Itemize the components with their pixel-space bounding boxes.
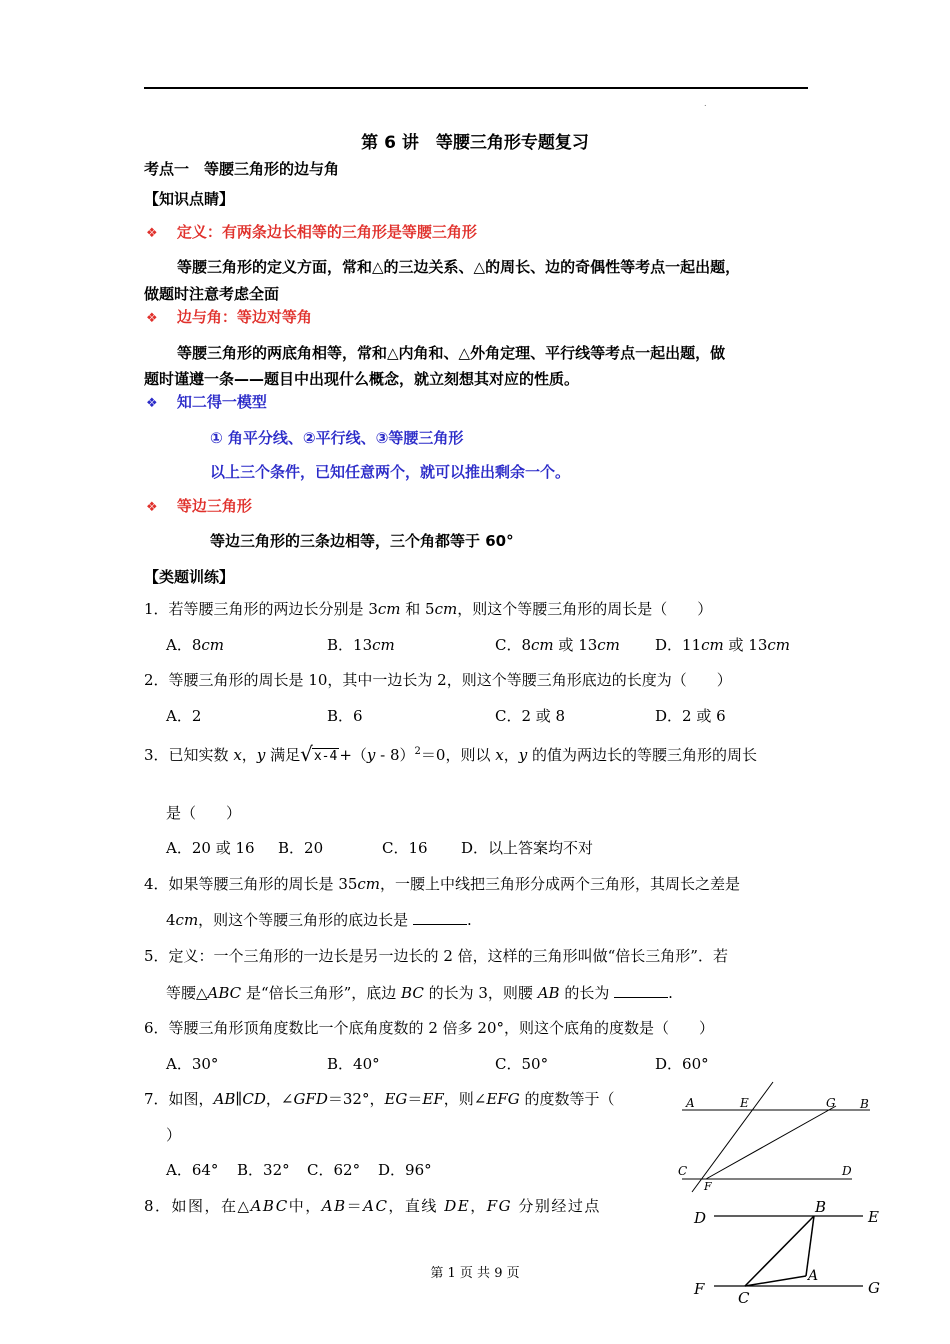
question-5: 5．定义：一个三角形的一边长是另一边长的 2 倍，这样的三角形叫做“倍长三角形”．若: [144, 947, 728, 965]
para2-line2: 题时谨遵一条——题目中出现什么概念，就立刻想其对应的性质。: [144, 370, 580, 388]
diamond-icon: ❖: [146, 396, 158, 411]
q6-option-c: C．50°: [495, 1055, 549, 1073]
label-f: F: [694, 1280, 705, 1298]
label-f: F: [704, 1180, 712, 1193]
label-g: G: [868, 1279, 880, 1297]
q3-option-b: B．20: [278, 839, 324, 857]
sqrt-symbol: √: [300, 742, 313, 766]
question-7: 7．如图，AB∥CD，∠GFD＝32°，EG＝EF，则∠EFG 的度数等于（: [144, 1090, 615, 1108]
q6-option-b: B．40°: [327, 1055, 380, 1073]
q1-option-c: C．8cm 或 13cm: [495, 636, 620, 654]
line-fg: [706, 1106, 836, 1179]
q1-option-b: B．13cm: [327, 636, 395, 654]
header-dot: .: [704, 99, 707, 108]
question-5-cont: 等腰△ABC 是“倍长三角形”，底边 BC 的长为 3，则腰 AB 的长为 .: [166, 984, 673, 1002]
figure-q7: [670, 1078, 880, 1196]
label-d: D: [694, 1209, 707, 1227]
q7-option-a: A．64°: [166, 1161, 219, 1179]
line-ef: [692, 1082, 773, 1192]
q2-option-d: D．2 或 6: [655, 707, 726, 725]
diamond-icon: ❖: [146, 311, 158, 326]
diamond-icon: ❖: [146, 226, 158, 241]
point2-text: 边与角：等边对等角: [176, 308, 312, 326]
model-line2: 以上三个条件，已知任意两个，就可以推出剩余一个。: [210, 463, 571, 481]
question-7-cont: ）: [166, 1126, 182, 1144]
point4-row: [146, 495, 252, 516]
q3-option-d: D．以上答案均不对: [461, 839, 594, 857]
radicand: x-4: [313, 749, 338, 764]
label-c: C: [738, 1289, 750, 1307]
answer-blank[interactable]: [413, 910, 467, 925]
question-3: 3．已知实数 x，y 满足√x-4 +（y - 8）$^2$＝0，则以 x，y 的值为两边长的等腰三角形的周长: [144, 742, 757, 766]
q3-option-c: C．16: [382, 839, 428, 857]
label-e: E: [868, 1208, 879, 1226]
para1-line1: 等腰三角形的定义方面，常和△的三边关系、△的周长、边的奇偶性等考点一起出题，: [177, 258, 741, 276]
page-footer: 第 1 页 共 9 页: [430, 1266, 520, 1281]
point1-row: [146, 221, 477, 242]
model-line1: ① 角平分线、②平行线、③等腰三角形: [210, 429, 464, 447]
label-g: G: [826, 1096, 836, 1110]
point4-text: 等边三角形: [176, 497, 252, 515]
page-title: 第 6 讲 等腰三角形专题复习: [361, 133, 589, 153]
training-label: 【类题训练】: [144, 568, 235, 586]
point3-row: [146, 391, 267, 412]
para2-line1: 等腰三角形的两底角相等，常和△内角和、△外角定理、平行线等考点一起出题，做: [177, 344, 726, 362]
section-heading: 考点一 等腰三角形的边与角: [144, 160, 340, 178]
label-e: E: [740, 1096, 749, 1110]
q3-option-a: A．20 或 16: [166, 839, 255, 857]
answer-blank[interactable]: [614, 983, 668, 998]
q6-option-d: D．60°: [655, 1055, 709, 1073]
question-1: 1．若等腰三角形的两边长分别是 3cm 和 5cm，则这个等腰三角形的周长是（ ）: [144, 600, 713, 618]
diamond-icon: ❖: [146, 500, 158, 515]
question-6: 6．等腰三角形顶角度数比一个底角度数的 2 倍多 20°，则这个底角的度数是（ ）: [144, 1019, 714, 1037]
label-a: A: [686, 1096, 695, 1110]
question-4-cont: 4cm，则这个等腰三角形的底边长是 .: [166, 911, 472, 929]
point2-row: [146, 306, 312, 327]
label-a: A: [808, 1268, 819, 1284]
header-rule: [144, 87, 808, 89]
para4: 等边三角形的三条边相等，三个角都等于 60°: [210, 532, 514, 550]
para1-line2: 做题时注意考虑全面: [144, 285, 280, 303]
q7-option-b: B．32°: [237, 1161, 290, 1179]
q1-option-a: A．8cm: [166, 636, 225, 654]
q6-option-a: A．30°: [166, 1055, 219, 1073]
point1-text: 定义：有两条边长相等的三角形是等腰三角形: [176, 223, 477, 241]
knowledge-label: 【知识点睛】: [144, 190, 235, 208]
q2-option-a: A．2: [166, 707, 202, 725]
label-b: B: [815, 1198, 827, 1216]
question-2: 2．等腰三角形的周长是 10，其中一边长为 2，则这个等腰三角形底边的长度为（ ）: [144, 671, 732, 689]
q2-option-b: B．6: [327, 707, 363, 725]
figure-q8: [688, 1196, 888, 1308]
question-8: 8．如图，在△ABC中，AB＝AC，直线 DE，FG 分别经过点: [144, 1197, 601, 1215]
point3-text: 知二得一模型: [176, 393, 267, 411]
label-b: B: [860, 1097, 869, 1111]
q2-option-c: C．2 或 8: [495, 707, 566, 725]
question-4: 4．如果等腰三角形的周长是 35cm，一腰上中线把三角形分成两个三角形，其周长之差是: [144, 875, 741, 893]
label-d: D: [842, 1164, 852, 1178]
q7-option-d: D．96°: [378, 1161, 432, 1179]
label-c: C: [678, 1164, 688, 1178]
q1-option-d: D．11cm 或 13cm: [655, 636, 790, 654]
question-3-cont: 是（ ）: [166, 804, 242, 822]
q7-option-c: C．62°: [307, 1161, 361, 1179]
